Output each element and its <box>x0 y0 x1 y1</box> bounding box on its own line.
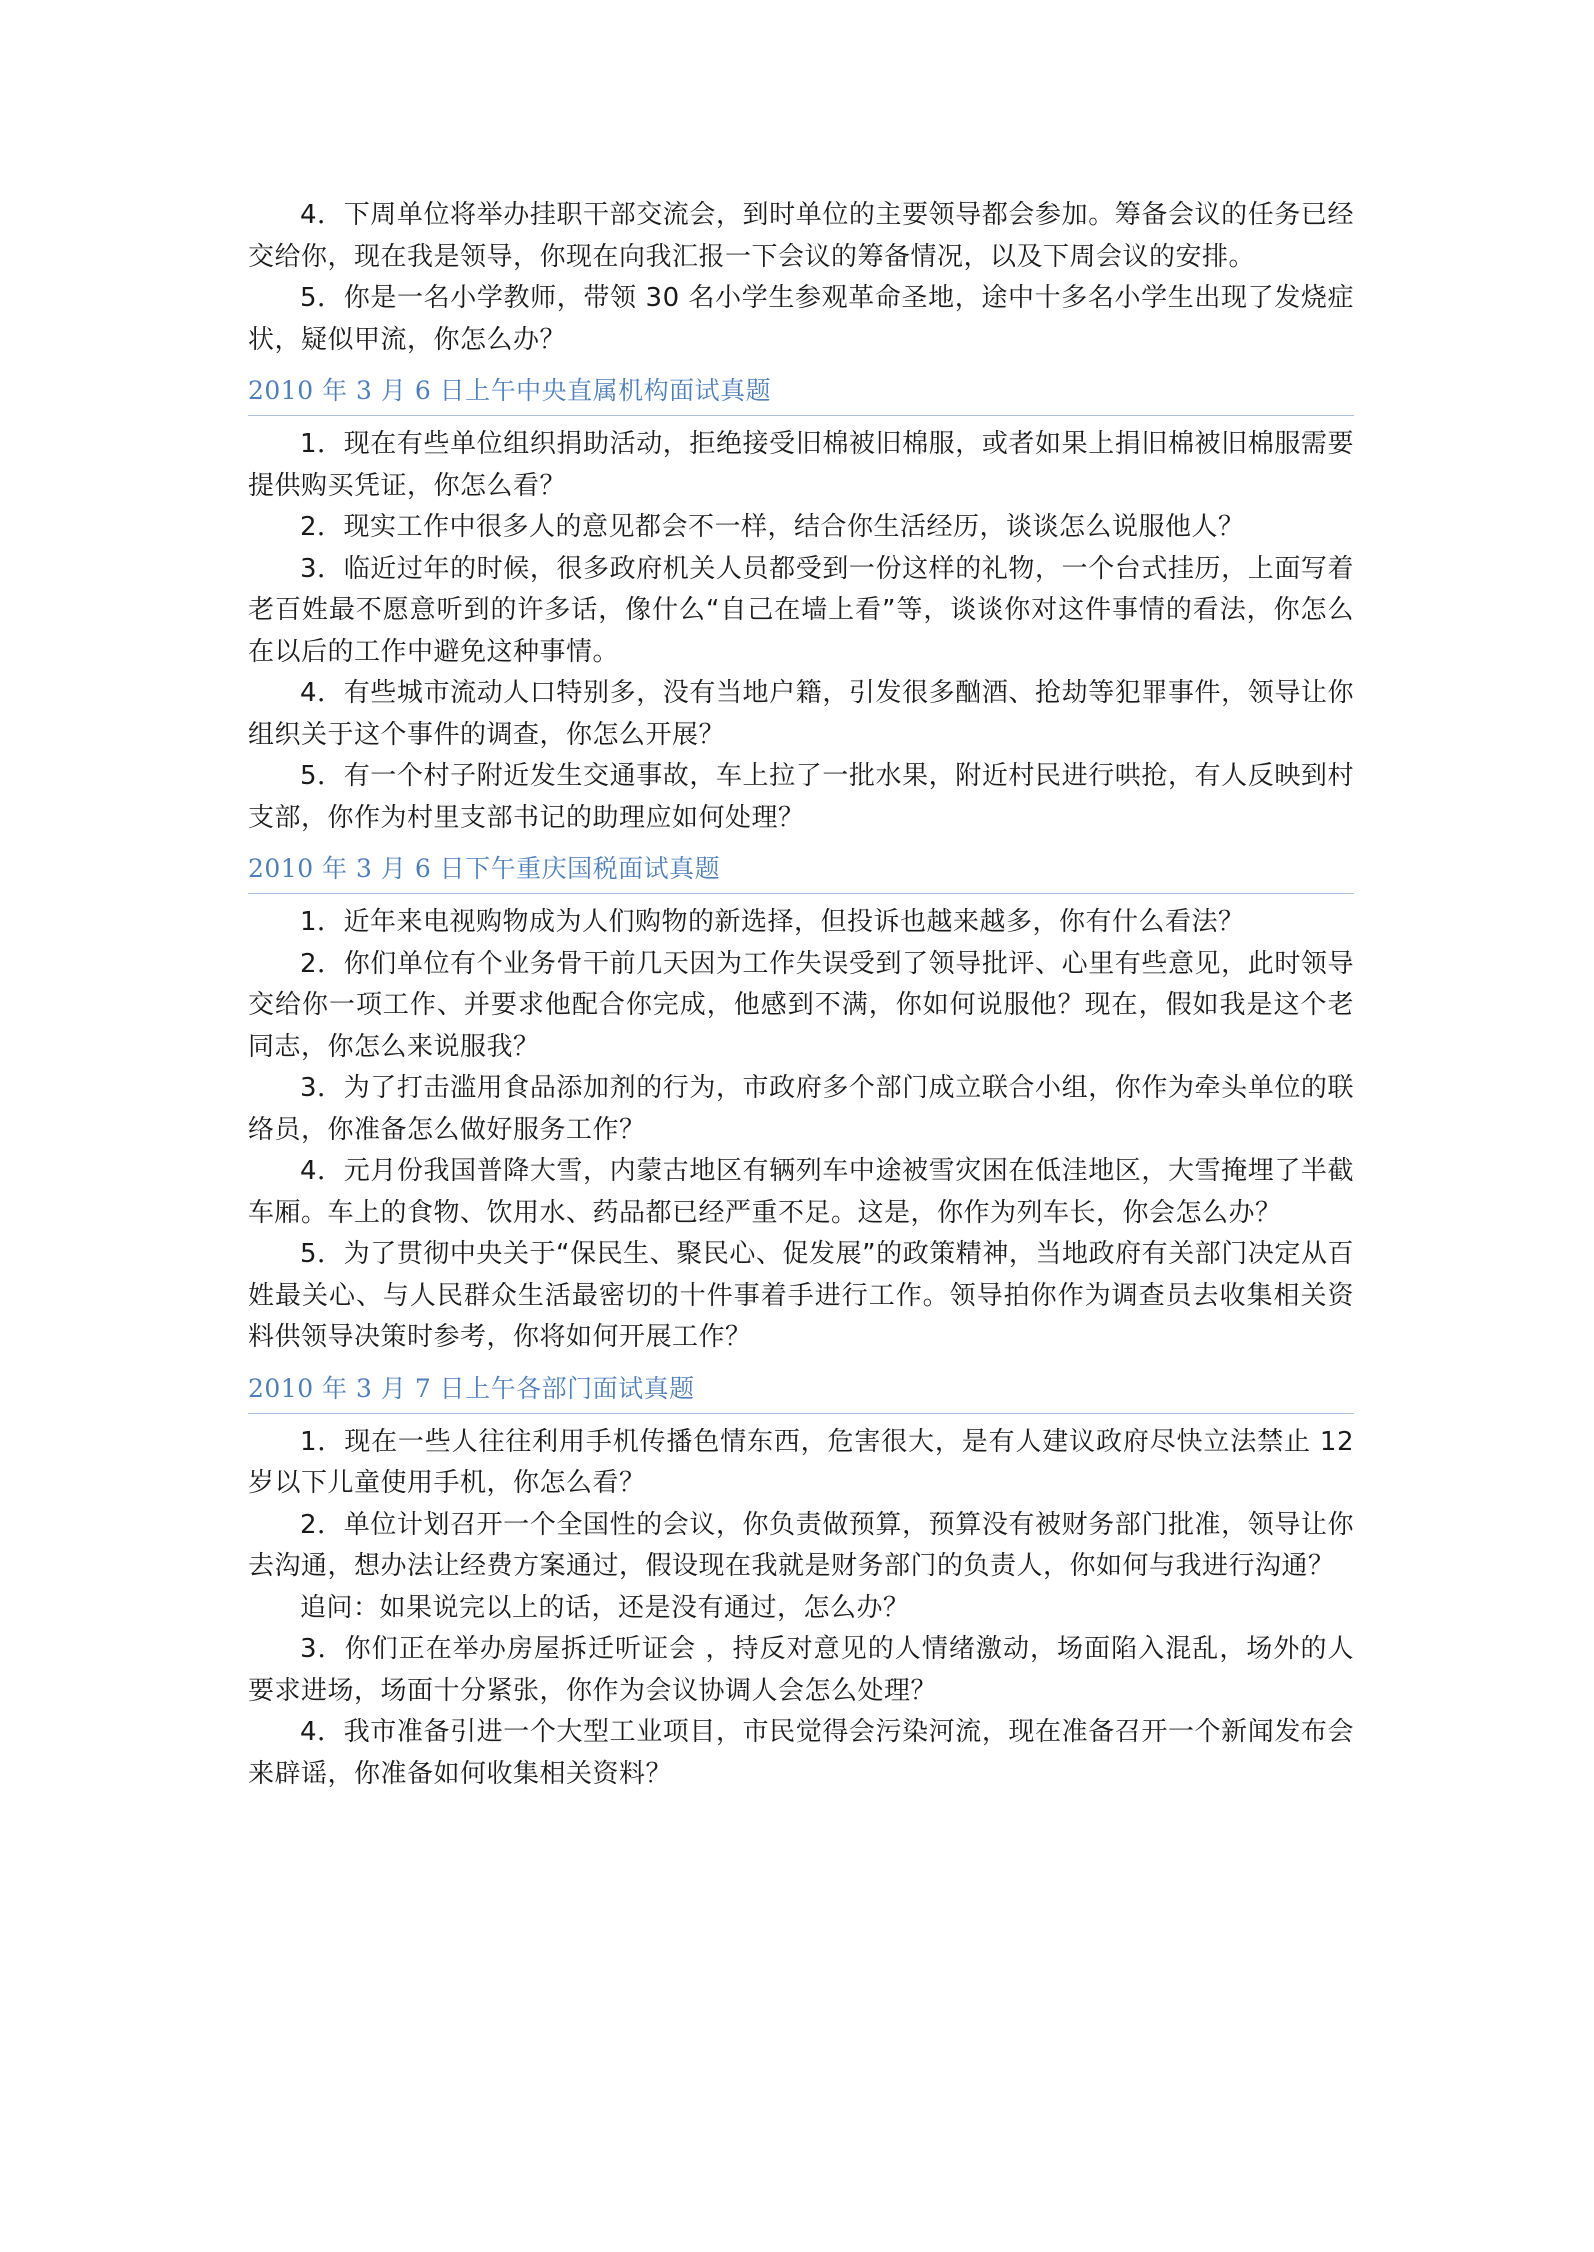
question-item: 4．我市准备引进一个大型工业项目，市民觉得会污染河流，现在准备召开一个新闻发布会来辟谣，你准备如何收集相关资料？ <box>248 1717 1354 1789</box>
question-item: 4．元月份我国普降大雪，内蒙古地区有辆列车中途被雪灾困在低洼地区，大雪掩埋了半截车厢。车上的食物、饮用水、药品都已经严重不足。这是，你作为列车长，你会怎么办？ <box>248 1156 1354 1228</box>
section-chongqing-tax <box>248 851 1354 1359</box>
question-item: 1．近年来电视购物成为人们购物的新选择，但投诉也越来越多，你有什么看法？ <box>300 907 1245 937</box>
question-item: 4．有些城市流动人口特别多，没有当地户籍，引发很多酗酒、抢劫等犯罪事件，领导让你组织关于这个事件的调查，你怎么开展？ <box>248 678 1354 750</box>
question-item: 3．为了打击滥用食品添加剂的行为，市政府多个部门成立联合小组，你作为牵头单位的联络员，你准备怎么做好服务工作？ <box>248 1073 1354 1145</box>
question-item: 3．临近过年的时候，很多政府机关人员都受到一份这样的礼物，一个台式挂历，上面写着老百姓最不愿意听到的许多话，像什么“自己在墙上看”等，谈谈你对这件事情的看法，你怎么在以后的工作中避免这种事情。 <box>248 553 1354 667</box>
section-central-organs <box>248 373 1354 839</box>
section-heading: 2010 年 3 月 6 日上午中央直属机构面试真题 <box>248 373 1354 416</box>
document-page <box>248 195 1354 1795</box>
section-heading: 2010 年 3 月 7 日上午各部门面试真题 <box>248 1371 1354 1414</box>
question-item: 2．单位计划召开一个全国性的会议，你负责做预算，预算没有被财务部门批准，领导让你去沟通，想办法让经费方案通过，假设现在我就是财务部门的负责人，你如何与我进行沟通？ <box>248 1509 1354 1581</box>
question-item: 5．你是一名小学教师，带领 30 名小学生参观革命圣地，途中十多名小学生出现了发烧症状，疑似甲流，你怎么办？ <box>248 283 1354 355</box>
intro-block <box>248 195 1354 361</box>
question-item: 1．现在一些人往往利用手机传播色情东西，危害很大，是有人建议政府尽快立法禁止 12 岁以下儿童使用手机，你怎么看？ <box>248 1426 1354 1498</box>
section-heading: 2010 年 3 月 6 日下午重庆国税面试真题 <box>248 851 1354 894</box>
question-item: 1．现在有些单位组织捐助活动，拒绝接受旧棉被旧棉服，或者如果上捐旧棉被旧棉服需要提供购买凭证，你怎么看？ <box>248 429 1354 501</box>
section-various-departments <box>248 1371 1354 1796</box>
question-item: 5．为了贯彻中央关于“保民生、聚民心、促发展”的政策精神，当地政府有关部门决定从百姓最关心、与人民群众生活最密切的十件事着手进行工作。领导拍你作为调查员去收集相关资料供领导决策时参考，你将如何开展工作？ <box>248 1239 1354 1352</box>
question-item: 2．你们单位有个业务骨干前几天因为工作失误受到了领导批评、心里有些意见，此时领导交给你一项工作、并要求他配合你完成，他感到不满，你如何说服他？现在，假如我是这个老同志，你怎么来说服我？ <box>248 948 1354 1062</box>
follow-up-question: 追问：如果说完以上的话，还是没有通过，怎么办？ <box>300 1592 910 1623</box>
question-item: 4．下周单位将举办挂职干部交流会，到时单位的主要领导都会参加。筹备会议的任务已经交给你，现在我是领导，你现在向我汇报一下会议的筹备情况，以及下周会议的安排。 <box>248 200 1354 272</box>
question-item: 5．有一个村子附近发生交通事故，车上拉了一批水果，附近村民进行哄抢，有人反映到村支部，你作为村里支部书记的助理应如何处理？ <box>248 761 1354 833</box>
question-item: 2．现实工作中很多人的意见都会不一样，结合你生活经历，谈谈怎么说服他人？ <box>300 512 1245 542</box>
question-item: 3．你们正在举办房屋拆迁听证会 ，持反对意见的人情绪激动，场面陷入混乱，场外的人要求进场，场面十分紧张，你作为会议协调人会怎么处理？ <box>248 1634 1354 1706</box>
